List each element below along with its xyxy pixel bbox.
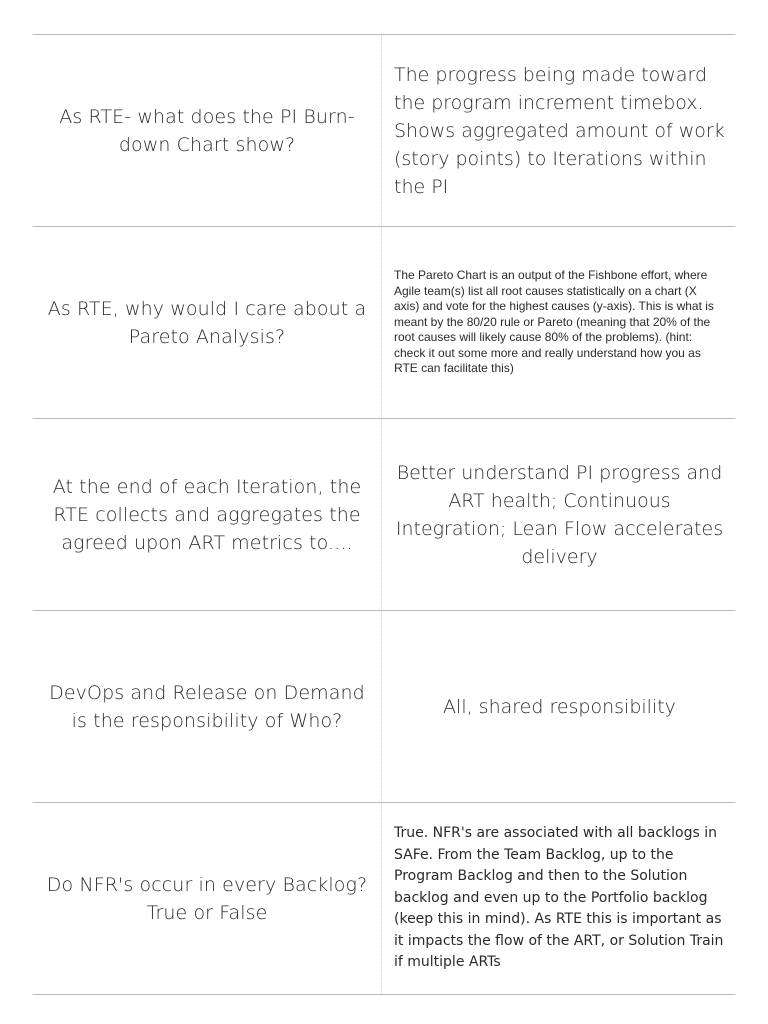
flashcard-row [33,802,735,995]
answer-cell [382,35,735,226]
flashcard-row [33,34,735,226]
question-text: As RTE, why would I care about a Pareto Analysis? [47,297,367,348]
question-cell [33,419,382,610]
flashcard-row [33,226,735,418]
question-cell [33,35,382,226]
question-text: As RTE- what does the PI Burn-down Chart show? [59,105,355,156]
flashcard-sheet [33,34,735,995]
flashcard-row [33,418,735,610]
answer-cell [382,227,735,418]
question-cell [33,611,382,802]
answer-cell [382,803,735,994]
question-cell [33,803,382,994]
question-text: DevOps and Release on Demand is the responsibility of Who? [49,681,365,732]
question-text: Do NFR's occur in every Backlog? True or False [46,873,368,924]
answer-text: All, shared responsibility [443,695,676,718]
answer-text: The progress being made toward the program increment timebox. Shows aggregated amount of work (story points) to Iterations within the PI [394,63,725,198]
question-cell [33,227,382,418]
question-text: At the end of each Iteration, the RTE collects and aggregates the agreed upon ART metrics to.... [52,475,362,554]
answer-cell [382,611,735,802]
answer-text: True. NFR's are associated with all backlogs in SAFe. From the Team Backlog, up to the Program Backlog and then to the Solution backlog and even up to the Portfolio backlog (keep this in mind). As RTE this is important as it impacts the flow of the ART, or Solution Train if multiple ARTs [394,825,724,971]
answer-text: The Pareto Chart is an output of the Fishbone effort, where Agile team(s) list all root causes statistically on a chart (X axis) and vote for the highest causes (y-axis). This is what is meant by the 80/20 rule or Pareto (meaning that 20% of the root causes will likely cause 80% of the problems). (hint: check it out some more and really understand how you as RTE can facilitate this) [394,268,714,376]
answer-text: Better understand PI progress and ART health; Continuous Integration; Lean Flow accelerates delivery [395,461,724,568]
flashcard-row [33,610,735,802]
answer-cell [382,419,735,610]
